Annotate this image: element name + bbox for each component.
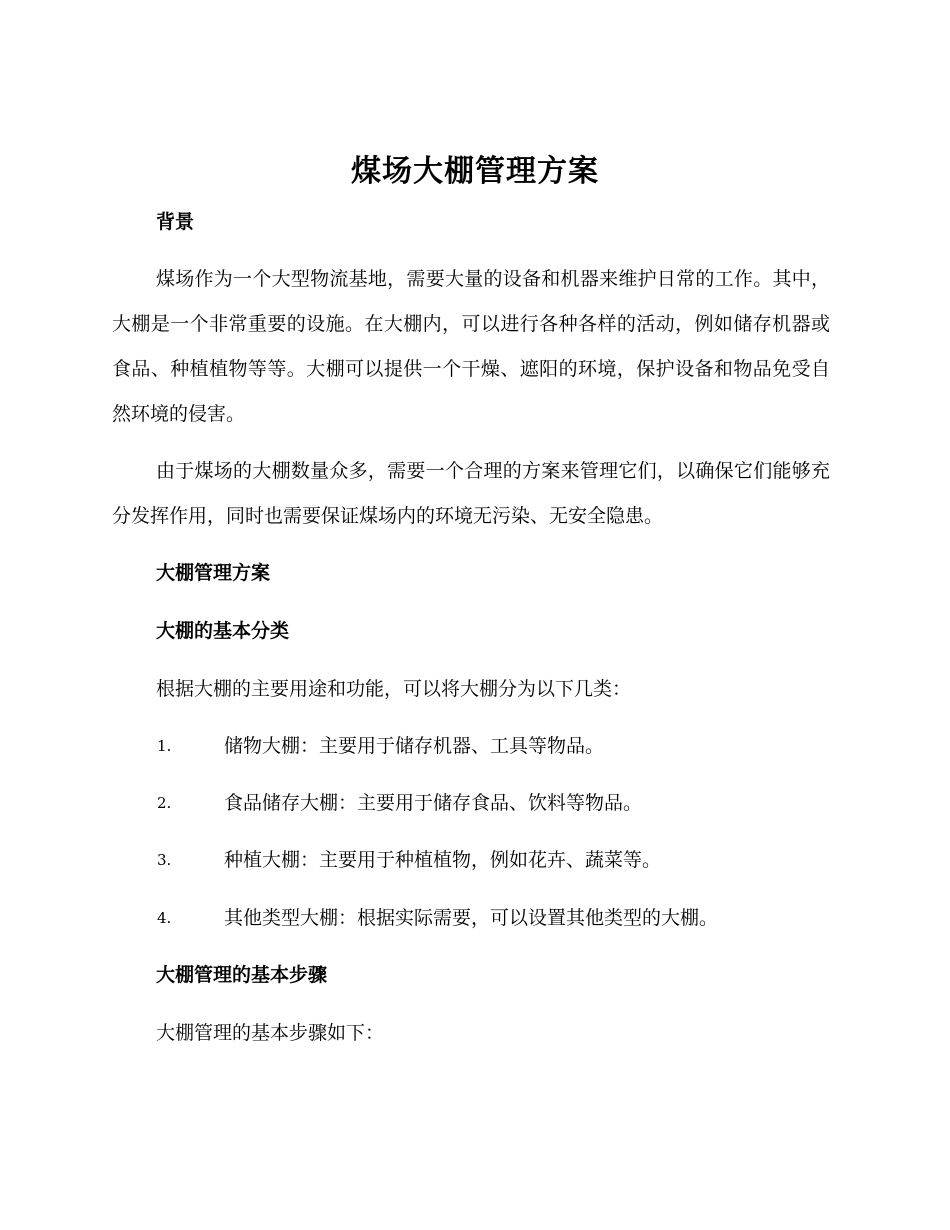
background-paragraph-2: 由于煤场的大棚数量众多，需要一个合理的方案来管理它们，以确保它们能够充分发挥作用，同时也需要保证煤场内的环境无污染、无安全隐患。	[112, 460, 830, 527]
section-heading-classification: 大棚的基本分类	[156, 620, 290, 642]
background-paragraph-1: 煤场作为一个大型物流基地，需要大量的设备和机器来维护日常的工作。其中，大棚是一个非常重要的设施。在大棚内，可以进行各种各样的活动，例如储存机器或食品、种植植物等等。大棚可以提供一个干燥、遮阳的环境，保护设备和物品免受自然环境的侵害。	[112, 268, 830, 425]
classification-intro: 根据大棚的主要用途和功能，可以将大棚分为以下几类：	[156, 678, 632, 700]
section-heading-background: 背景	[156, 211, 195, 233]
list-item-number: 1.	[157, 737, 172, 755]
list-item: 其他类型大棚：根据实际需要，可以设置其他类型的大棚。	[224, 907, 719, 929]
list-item-number: 3.	[157, 851, 172, 869]
list-item: 储物大棚：主要用于储存机器、工具等物品。	[224, 735, 605, 757]
list-item-number: 4.	[157, 909, 172, 927]
section-heading-plan: 大棚管理方案	[156, 562, 271, 584]
list-item: 种植大棚：主要用于种植植物，例如花卉、蔬菜等。	[224, 849, 662, 871]
section-heading-steps: 大棚管理的基本步骤	[156, 964, 328, 986]
steps-intro: 大棚管理的基本步骤如下：	[156, 1022, 385, 1044]
list-item-number: 2.	[157, 794, 172, 812]
document-title: 煤场大棚管理方案	[351, 154, 599, 189]
list-item: 食品储存大棚：主要用于储存食品、饮料等物品。	[224, 792, 643, 814]
